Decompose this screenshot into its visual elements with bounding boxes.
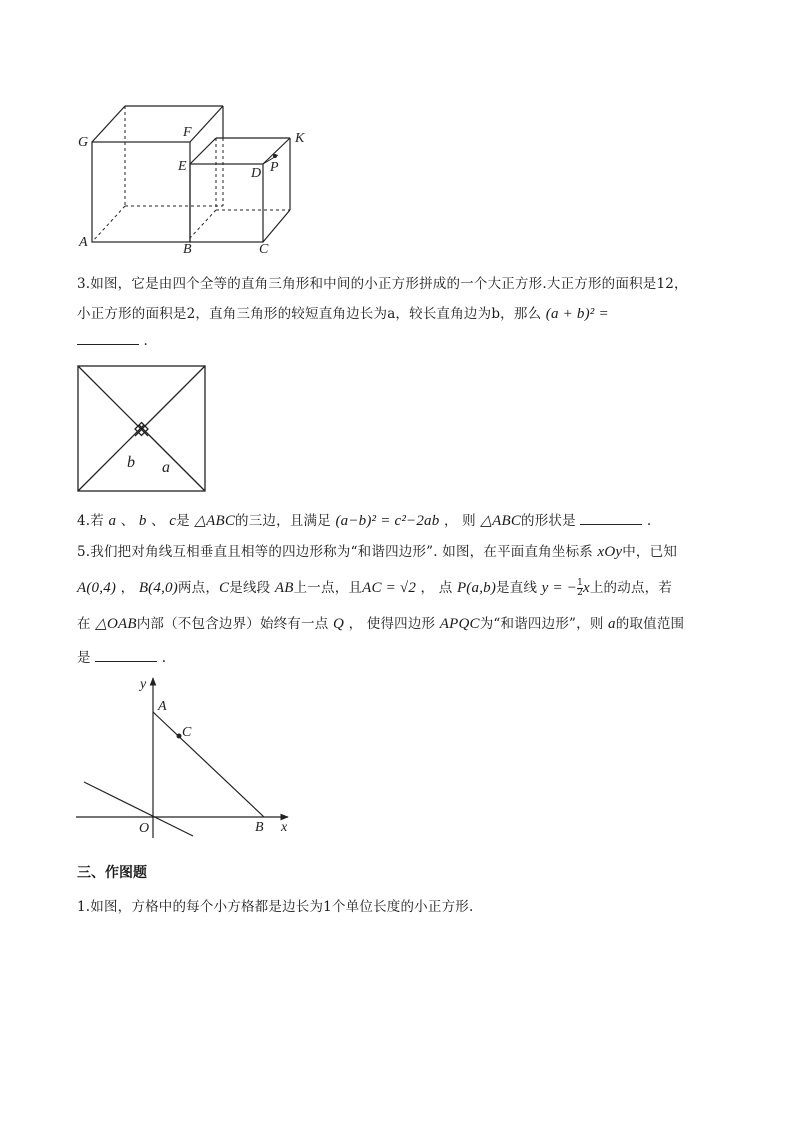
- q4-sep-2: 、: [151, 513, 165, 529]
- label-E: E: [178, 159, 187, 174]
- label-F: F: [183, 125, 192, 140]
- axes-figure: [74, 674, 296, 838]
- q5-line2: [77, 576, 672, 598]
- q3-line2-text: 小正方形的面积是2，直角三角形的较短直角边长为a，较长直角边为b，那么: [77, 306, 542, 322]
- q3-answer-blank[interactable]: [77, 332, 139, 345]
- label-y: y: [140, 677, 147, 692]
- q5-line4: [77, 646, 166, 666]
- q5-text-1: 两点，: [177, 580, 220, 596]
- label-K: K: [295, 131, 305, 146]
- q5-var-a: a: [608, 616, 616, 632]
- label-B: B: [183, 242, 192, 257]
- q4-triangle-1: △ABC: [194, 513, 236, 529]
- q3-expression: (a + b)² =: [545, 306, 609, 322]
- label-C: C: [259, 242, 269, 257]
- q5-point-c: C: [219, 580, 230, 596]
- q4-var-a: a: [108, 513, 117, 529]
- q5-text-3: 上一点，且: [293, 580, 363, 596]
- cubes-figure: [70, 98, 320, 260]
- q4-var-c: c: [169, 513, 177, 529]
- segment-ab: [153, 712, 264, 817]
- q5-point-p: P(a,b): [456, 580, 497, 596]
- label-C: C: [182, 725, 192, 740]
- label-A: A: [79, 235, 88, 250]
- q5-l3-e: 的取值范围: [615, 616, 685, 632]
- q4-equation: (a−b)² = c²−2ab: [335, 513, 440, 529]
- q5-text-2: 是线段: [229, 580, 271, 596]
- q5-text-4: ， 点: [420, 580, 453, 596]
- q5-l3-d: 为“和谐四边形”，则: [479, 616, 604, 632]
- q5-xoy: xOy: [597, 544, 623, 560]
- label-P: P: [270, 160, 279, 175]
- q5-line-eq: y = −: [541, 580, 578, 596]
- label-O: O: [139, 821, 150, 836]
- q3-line2: [77, 302, 609, 323]
- q5-line1-end: 中，已知: [622, 544, 678, 560]
- q5-point-q: Q: [333, 616, 345, 632]
- q4-text-1: 4.若: [77, 513, 104, 529]
- q5-ac-eq: AC = √2: [362, 580, 417, 596]
- q5-line1: [77, 540, 677, 561]
- big-cube-front: [92, 142, 190, 242]
- q5-apqc: APQC: [439, 616, 480, 632]
- q5-answer-blank[interactable]: [95, 649, 157, 662]
- label-B: B: [255, 820, 264, 835]
- q5-text-6: 上的动点，若: [589, 580, 673, 596]
- q4-text-5: 的形状是: [521, 513, 576, 529]
- q4-text-4: ， 则: [443, 513, 476, 529]
- section-heading: 三、作图题: [77, 865, 147, 881]
- q5-sep: ，: [120, 580, 135, 596]
- point-p: [273, 154, 277, 158]
- q3-answer-line: [77, 332, 148, 349]
- q5-period: .: [161, 650, 167, 666]
- square-figure: [76, 364, 208, 494]
- q4-answer-blank[interactable]: [580, 512, 642, 525]
- q5-l3-b: 内部（不包含边界）始终有一点: [136, 616, 329, 632]
- q4-text-2: 是: [176, 513, 190, 529]
- q5-l3-a: 在: [77, 616, 91, 632]
- q5-l3-c: ， 使得四边形: [348, 616, 436, 632]
- q4-line: [77, 509, 651, 530]
- q5-line1-text: 5.我们把对角线互相垂直且相等的四边形称为“和谐四边形”. 如图，在平面直角坐标系: [77, 544, 593, 560]
- draw-q1-line: 1.如图，方格中的每个小方格都是边长为1个单位长度的小正方形.: [77, 899, 474, 915]
- q5-point-b: B(4,0): [138, 580, 178, 596]
- label-x: x: [281, 820, 288, 835]
- q3-line1: 3.如图，它是由四个全等的直角三角形和中间的小正方形拼成的一个大正方形.大正方形的面积是12，: [77, 276, 688, 292]
- q4-var-b: b: [138, 513, 147, 529]
- q5-segment-ab: AB: [274, 580, 294, 596]
- label-G: G: [78, 135, 89, 150]
- label-A: A: [158, 699, 167, 714]
- q5-triangle-oab: △OAB: [95, 616, 137, 632]
- q5-fraction: $\frac{1}{2}$: [577, 578, 583, 598]
- q4-period: .: [646, 513, 652, 529]
- q5-l4: 是: [77, 650, 91, 666]
- q4-triangle-2: △ABC: [480, 513, 522, 529]
- q4-text-3: 的三边，且满足: [235, 513, 331, 529]
- label-D: D: [251, 166, 262, 181]
- q4-sep-1: 、: [120, 513, 135, 529]
- q5-point-a: A(0,4): [77, 580, 117, 596]
- label-a: a: [162, 459, 170, 476]
- point-c-dot: [177, 734, 182, 739]
- q5-line3: [77, 612, 684, 633]
- label-b: b: [127, 454, 135, 471]
- q5-line-x: x: [583, 580, 590, 596]
- q5-text-5: 是直线: [496, 580, 538, 596]
- q3-period: .: [143, 333, 148, 349]
